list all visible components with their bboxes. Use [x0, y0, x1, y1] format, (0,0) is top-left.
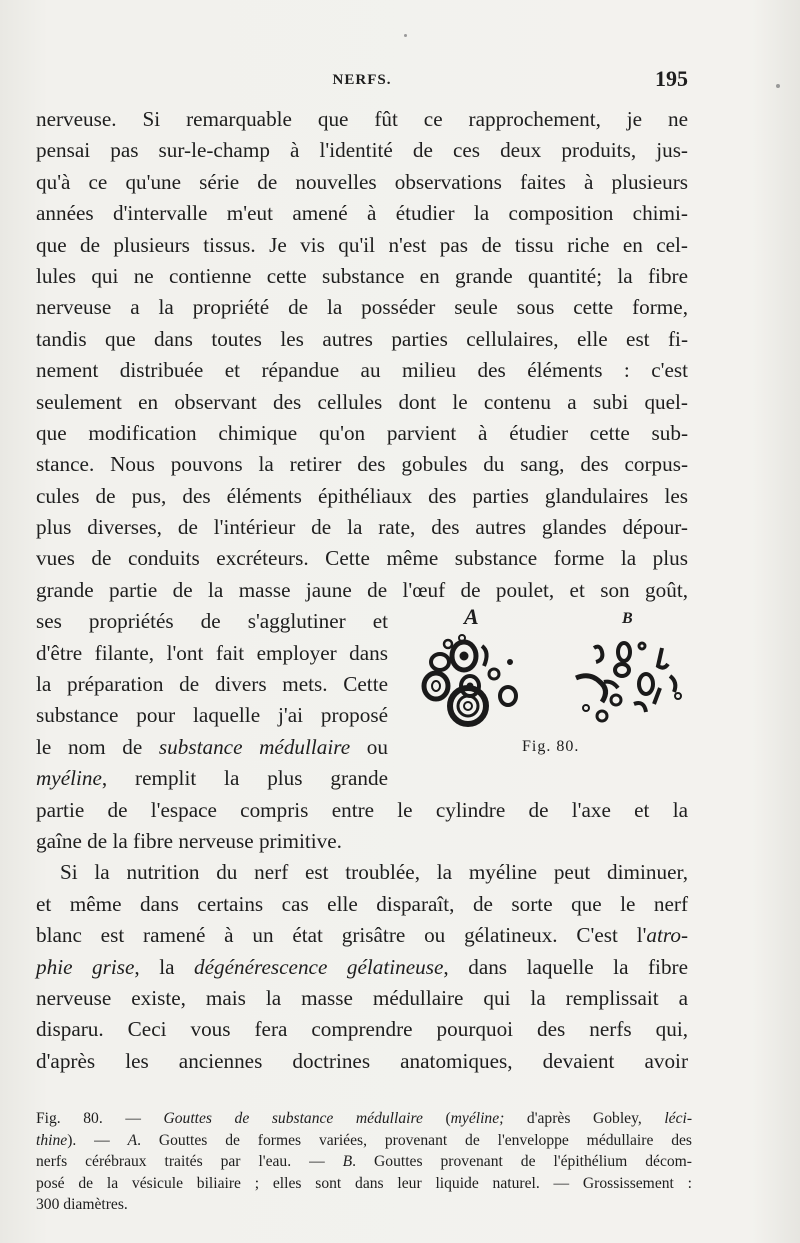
text-line: substance pour laquelle j'ai proposé: [36, 703, 388, 728]
text-line: lules qui ne contienne cette substance en grande quantité; la fibre: [36, 263, 688, 288]
italic-run: léci-: [664, 1110, 693, 1127]
text-line: la préparation de divers mets. Cette: [36, 672, 388, 697]
text-line: [36, 920, 688, 951]
caption-line: [36, 1130, 692, 1152]
text-line: cules de pus, des éléments épithéliaux des parties glandulaires les: [36, 483, 688, 508]
italic-run: phie grise: [36, 954, 135, 979]
text-line: d'après les anciennes doctrines anatomiques, devaient avoir: [36, 1048, 688, 1073]
text-run: nerfs cérébraux traités par l'eau. —: [36, 1153, 343, 1170]
text-run: blanc est ramené à un état grisâtre ou gélatineux. C'est l': [36, 923, 647, 948]
running-title: NERFS.: [332, 72, 392, 88]
text-line: pensai pas sur-le-champ à l'identité de ces deux produits, jus-: [36, 138, 688, 163]
text-line: nement distribuée et répandue au milieu des éléments : c'est: [36, 358, 688, 383]
figure-label-b: B: [622, 610, 633, 627]
text-run: . Gouttes provenant de l'épithélium décom-: [352, 1153, 692, 1170]
text-run: Fig. 80.: [36, 1110, 103, 1127]
paper-speck: [776, 84, 780, 88]
text-line: que de plusieurs tissus. Je vis qu'il n'est pas de tissu riche en cel-: [36, 232, 688, 257]
text-line: tandis que dans toutes les autres parties cellulaires, elle est fi-: [36, 326, 688, 351]
caption-line: posé de la vésicule biliaire ; elles sont dans leur liquide naturel. — Grossissement :: [36, 1174, 692, 1192]
text-run: , la: [134, 954, 195, 979]
text-line: [36, 952, 688, 983]
text-line: nerveuse existe, mais la masse médullaire qui la remplissait a: [36, 985, 688, 1010]
italic-run: myéline;: [450, 1110, 505, 1127]
caption-line: [36, 1108, 692, 1130]
italic-run: thine: [36, 1131, 68, 1149]
text-run: le nom de: [36, 734, 159, 759]
text-line: nerveuse. Si remarquable que fût ce rapprochement, je ne: [36, 107, 688, 131]
text-line: années d'intervalle m'eut amené à étudier la composition chimi-: [36, 201, 688, 226]
figure-number: Fig. 80.: [522, 738, 580, 755]
text-line: nerveuse a la propriété de la posséder seule sous cette forme,: [36, 295, 688, 320]
text-run: (: [422, 1110, 451, 1127]
italic-run: substance médullaire: [158, 734, 351, 759]
text-line: qu'à ce qu'une série de nouvelles observations faites à plusieurs: [36, 169, 688, 194]
text-line: d'être filante, l'ont fait employer dans: [36, 640, 388, 665]
italic-run: atro-: [646, 923, 688, 948]
text-run: d'après Gobley,: [504, 1110, 665, 1127]
text-run: ou: [350, 734, 388, 759]
text-run: ). —: [67, 1131, 128, 1149]
italic-run: dégénérescence gélatineuse: [194, 954, 444, 979]
italic-run: Gouttes de substance médullaire: [163, 1110, 423, 1127]
text-line: plus diverses, de l'intérieur de la rate, des autres glandes dépour-: [36, 515, 688, 540]
text-line: [36, 732, 388, 763]
droplet-group-a: [424, 635, 516, 724]
italic-run: A: [127, 1131, 138, 1149]
page-number: 195: [655, 66, 688, 91]
text-line: partie de l'espace compris entre le cylindre de l'axe et la: [36, 797, 688, 822]
text-line: et même dans certains cas elle disparaît, de sorte que le nerf: [36, 891, 688, 916]
caption-line: 300 diamètres.: [36, 1196, 128, 1213]
paper-speck: [404, 34, 407, 37]
running-head: [36, 66, 688, 92]
text-line: seulement en observant des cellules dont le contenu a subi quel-: [36, 389, 688, 414]
text-line: vues de conduits excréteurs. Cette même substance forme la plus: [36, 546, 688, 571]
figure-caption: [36, 1108, 692, 1216]
text-run: , dans laquelle la fibre: [443, 954, 688, 979]
text-run: , remplit la plus grande: [101, 766, 388, 791]
italic-run: B: [342, 1153, 353, 1170]
text-line: Si la nutrition du nerf est troublée, la myéline peut diminuer,: [60, 860, 688, 885]
text-line: gaîne de la fibre nerveuse primitive.: [36, 828, 342, 853]
text-line: grande partie de la masse jaune de l'œuf de poulet, et son goût,: [36, 577, 688, 602]
body-text: [36, 104, 688, 1077]
text-line: stance. Nous pouvons la retirer des gobules du sang, des corpus-: [36, 452, 688, 477]
italic-run: myéline: [36, 766, 102, 791]
droplet-group-b: [576, 643, 681, 721]
text-line: [36, 763, 388, 794]
text-line: ses propriétés de s'agglutiner et: [36, 609, 388, 634]
text-line: disparu. Ceci vous fera comprendre pourquoi des nerfs qui,: [36, 1017, 688, 1042]
text-run: . Gouttes de formes variées, provenant de l'enveloppe médullaire des: [137, 1131, 692, 1149]
text-line: que modification chimique qu'on parvient à étudier cette sub-: [36, 420, 688, 445]
caption-line: [36, 1151, 692, 1173]
myelin-droplets-illustration: [408, 604, 692, 756]
figure-label-a: A: [464, 604, 479, 629]
figure-80: [408, 604, 692, 756]
text-run: —: [102, 1110, 164, 1127]
